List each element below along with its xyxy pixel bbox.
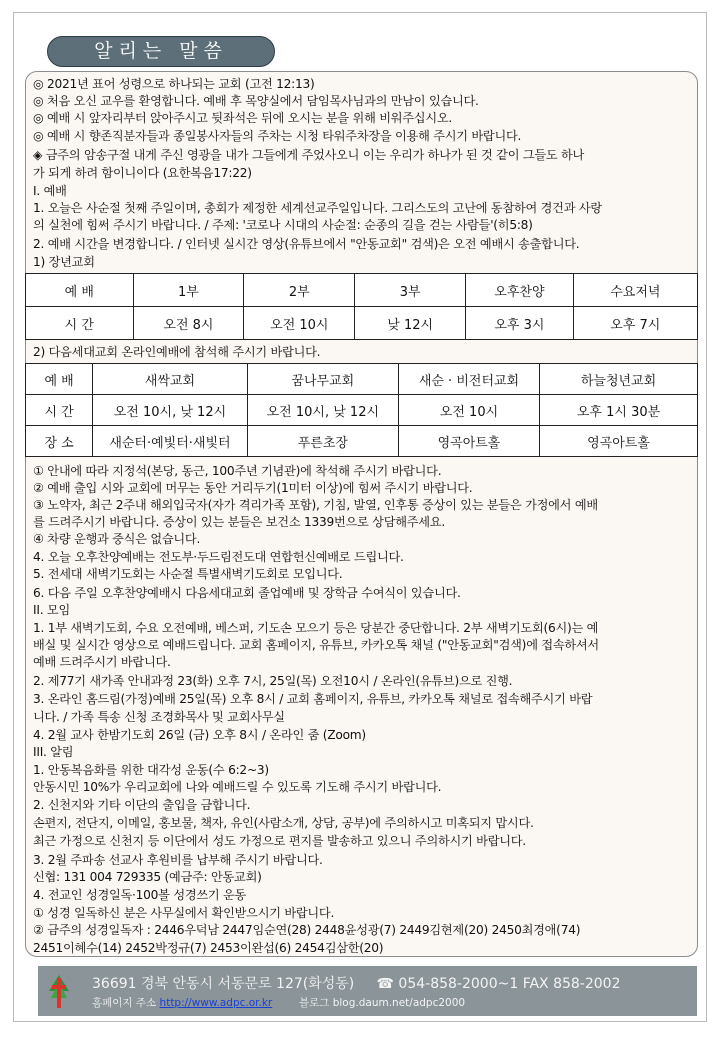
table-cell: 장 소 — [26, 426, 93, 457]
notice-line: ② 금주의 성경일독자 : 2446우덕남 2447임순연(28) 2448윤성광(7) 2449김현제(20) 2450최경애(74) — [33, 923, 581, 937]
table-cell: 오전 10시 — [398, 395, 539, 426]
notice-line: 3. 온라인 홈드림(가정)예배 25일(목) 오후 8시 / 교회 홈페이지, 유튜브, 카카오톡 채널로 접속해주시기 바랍 — [33, 692, 593, 706]
notice-line: 1. 오늘은 사순절 첫째 주일이며, 총회가 제정한 세계선교주일입니다. 그리스도의 고난에 동참하여 경건과 사랑 — [33, 201, 602, 215]
table-cell: 오후 7시 — [573, 307, 697, 340]
notice-line: 4. 전교인 성경일독·100볼 성경쓰기 운동 — [33, 888, 247, 902]
notice-line: 배실 및 실시간 영상으로 예배드립니다. 교회 홈페이지, 유튜브, 카카오톡 채널 ("안동교회"검색)에 접속하셔서 — [33, 638, 599, 652]
notice-line: 2. 신천지와 기타 이단의 출입을 금합니다. — [33, 798, 251, 812]
notice-line: 를 드려주시기 바랍니다. 증상이 있는 분들은 보건소 1339번으로 상담해주세요. — [33, 515, 445, 529]
table-row — [26, 426, 698, 457]
section-heading: III. 알림 — [33, 745, 74, 759]
notice-line: 6. 다음 주일 오후찬양예배시 다음세대교회 졸업예배 및 장학금 수여식이 있습니다. — [33, 586, 461, 600]
table-cell: 새순터·예빛터·새빛터 — [93, 426, 248, 457]
table-cell: 오전 10시, 낮 12시 — [93, 395, 248, 426]
notice-line: 5. 전세대 새벽기도회는 사순절 특별새벽기도회로 모입니다. — [33, 567, 343, 581]
notice-line: ① 성경 일독하신 분은 사무실에서 확인받으시기 바랍니다. — [33, 906, 335, 920]
homepage-link[interactable]: http://www.adpc.or.kr — [159, 997, 273, 1009]
section-heading: I. 예배 — [33, 184, 67, 198]
notice-line: 4. 오늘 오후찬양예배는 전도부·두드림전도대 연합헌신예배로 드립니다. — [33, 550, 404, 564]
table-cell: 오후 1시 30분 — [540, 395, 698, 426]
footer-links — [92, 995, 465, 1010]
table-cell: 오전 10시, 낮 12시 — [247, 395, 398, 426]
notice-line: 4. 2월 교사 한밤기도회 26일 (금) 오후 8시 / 온라인 줌 (Zoom) — [33, 728, 366, 742]
table-cell: 오후 3시 — [466, 307, 574, 340]
table-cell: 오전 10시 — [244, 307, 355, 340]
table-cell: 하늘청년교회 — [540, 364, 698, 395]
table-cell: 수요저녁 — [573, 274, 697, 307]
table-cell: 낮 12시 — [355, 307, 466, 340]
notice-line: 2. 제77기 새가족 안내과정 23(화) 오후 7시, 25일(목) 오전10시 / 온라인(유튜브)으로 진행. — [33, 674, 513, 688]
homepage-label: 홈페이지 주소 — [92, 997, 157, 1009]
table-cell: 1부 — [133, 274, 244, 307]
notice-line: 신협: 131 004 729335 (예금주: 안동교회) — [33, 870, 262, 884]
table-cell: 오전 8시 — [133, 307, 244, 340]
notice-line: 1) 장년교회 — [33, 255, 95, 269]
notice-line: ① 안내에 따라 지정석(본당, 동근, 100주년 기념관)에 착석해 주시기 바랍니다. — [33, 464, 442, 478]
table-cell: 예 배 — [26, 364, 93, 395]
table-cell: 2부 — [244, 274, 355, 307]
table-cell: 새싹교회 — [93, 364, 248, 395]
table-cell: 3부 — [355, 274, 466, 307]
notice-line: 3. 2월 주파송 선교사 후원비를 납부해 주시기 바랍니다. — [33, 853, 323, 867]
page-title: 알리는 말씀 — [47, 36, 275, 67]
notice-line: ④ 차량 운행과 중식은 없습니다. — [33, 532, 201, 546]
table-row — [26, 364, 698, 395]
adult-schedule-table — [25, 273, 698, 340]
notice-line: 최근 가정으로 신천지 등 이단에서 성도 가정으로 편지를 발송하고 있으니 주의하시기 바랍니다. — [33, 834, 526, 848]
footer-contact — [92, 973, 621, 993]
table-cell: 꿈나무교회 — [247, 364, 398, 395]
table-row — [26, 307, 698, 340]
table-cell: 오후찬양 — [466, 274, 574, 307]
notice-line: ◎ 2021년 표어 성령으로 하나되는 교회 (고전 12:13) — [33, 77, 315, 91]
table-cell: 시 간 — [26, 307, 134, 340]
notice-line: 니다. / 가족 특송 신청 조경화목사 및 교회사무실 — [33, 710, 285, 724]
table-cell: 새순 · 비전터교회 — [398, 364, 539, 395]
notice-line: 예배 드려주시기 바랍니다. — [33, 655, 171, 669]
notice-line: ◎ 예배 시 향존직분자들과 종일봉사자들의 주차는 시청 타워주차장을 이용해 주시기 바랍니다. — [33, 129, 522, 143]
table-row — [26, 274, 698, 307]
table-cell: 예 배 — [26, 274, 134, 307]
notice-line: 2. 예배 시간을 변경합니다. / 인터넷 실시간 영상(유튜브에서 "안동교회" 검색)은 오전 예배시 송출합니다. — [33, 237, 580, 251]
notice-line: ③ 노약자, 최근 2주내 해외입국자(자가 격리가족 포함), 기침, 발열, 인후통 증상이 있는 분들은 가정에서 예배 — [33, 498, 598, 512]
blog-address: 블로그 blog.daum.net/adpc2000 — [298, 997, 466, 1009]
church-logo-icon — [48, 974, 70, 1010]
section-heading: II. 모임 — [33, 603, 70, 617]
table-cell: 푸른초장 — [247, 426, 398, 457]
notice-line: 1. 1부 새벽기도회, 수요 오전예배, 베스퍼, 기도손 모으기 등은 당분간 중단합니다. 2부 새벽기도회(6시)는 예 — [33, 621, 599, 635]
table-cell: 영곡아트홀 — [398, 426, 539, 457]
notice-line: ② 예배 출입 시와 교회에 머무는 동안 거리두기(1미터 이상)에 힘써 주시기 바랍니다. — [33, 481, 473, 495]
next-generation-schedule-table — [25, 363, 698, 457]
notice-line: 안동시민 10%가 우리교회에 나와 예배드릴 수 있도록 기도해 주시기 바랍니다. — [33, 780, 442, 794]
notice-line: 2) 다음세대교회 온라인예배에 참석해 주시기 바랍니다. — [33, 345, 321, 359]
notice-line: 의 실천에 힘써 주시기 바랍니다. / 주제: '코로나 시대의 사순절: 순종의 길을 걷는 사람들'(히5:8) — [33, 218, 533, 232]
notice-line: 가 되게 하려 함이니이다 (요한복음17:22) — [33, 166, 252, 180]
notice-line: 2451이혜수(14) 2452박정규(7) 2453이완섭(6) 2454김삼한(20) — [33, 941, 384, 955]
table-cell: 영곡아트홀 — [540, 426, 698, 457]
footer-phone: ☎ 054-858-2000~1 FAX 858-2002 — [376, 976, 621, 992]
table-row — [26, 395, 698, 426]
table-cell: 시 간 — [26, 395, 93, 426]
notice-line: 손편지, 전단지, 이메일, 홍보물, 책자, 유인(사람소개, 상담, 공부)에 주의하시고 미혹되지 맙시다. — [33, 816, 534, 830]
notice-line: 1. 안동복음화를 위한 대각성 운동(수 6:2~3) — [33, 763, 269, 777]
notice-line: ◈ 금주의 암송구절 내게 주신 영광을 내가 그들에게 주었사오니 이는 우리가 하나가 된 것 같이 그들도 하나 — [33, 148, 585, 162]
footer-address: 36691 경북 안동시 서동문로 127(화성동) — [92, 976, 355, 992]
notice-line: ◎ 처음 오신 교우를 환영합니다. 예배 후 목양실에서 담임목사님과의 만남이 있습니다. — [33, 94, 479, 108]
notice-line: ◎ 예배 시 앞자리부터 앉아주시고 뒷좌석은 뒤에 오시는 분을 위해 비워주십시오. — [33, 111, 452, 125]
